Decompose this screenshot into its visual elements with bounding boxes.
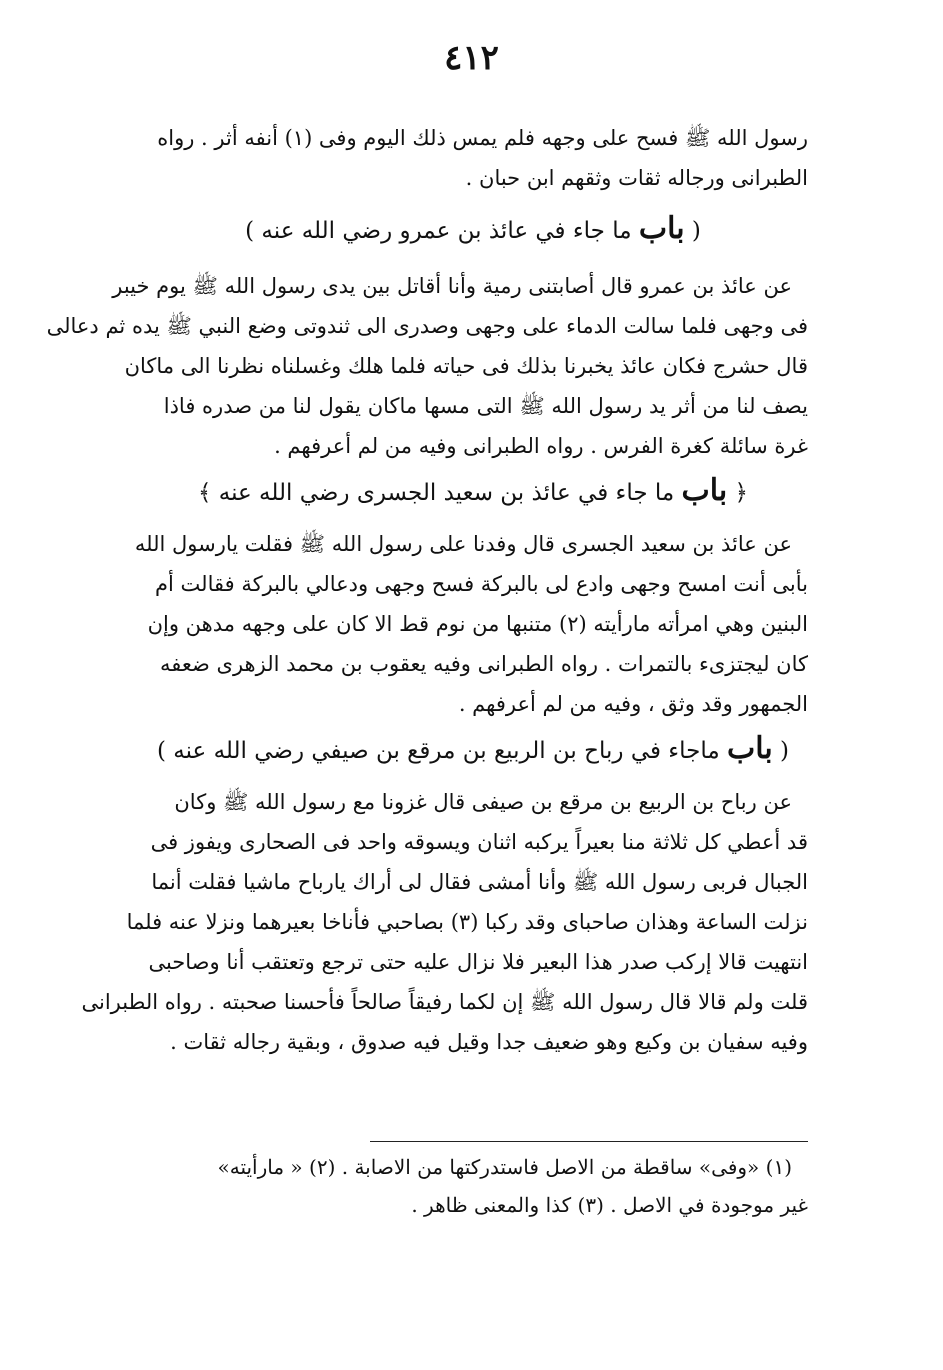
text-line: انتهيت قالا إركب صدر هذا البعير فلا نزال عليه حتى ترجع وتعتقب أنا وصاحبى xyxy=(148,950,808,974)
text-line: نزلت الساعة وهذان صاحباى وقد ركبا (٣) بصاحبي فأناخا بعيرهما ونزلا عنه فلما xyxy=(126,910,808,934)
text-line: يصف لنا من أثر يد رسول الله ﷺ التى مسها ماكان يقول لنا من صدره فاذا xyxy=(163,394,808,418)
heading-open-bracket: ( xyxy=(780,738,790,764)
section-paragraph xyxy=(134,524,808,724)
heading-close-bracket: ) xyxy=(245,218,255,244)
footnote-line: (١) «وفى» ساقطة من الاصل فاستدركتها من الاصابة . (٢) « مارأيته» xyxy=(217,1155,792,1179)
text-line: بأبى أنت امسح وجهى وادع لى بالبركة فسح وجهى ودعالي بالبركة فقالت أم xyxy=(155,572,808,596)
text-line: غرة سائلة كغرة الفرس . رواه الطبرانى وفيه من لم أعرفهم . xyxy=(274,434,808,458)
heading-bab-word: باب xyxy=(638,211,685,246)
heading-open-bracket: ﴿ xyxy=(734,480,749,506)
heading-close-bracket: ) xyxy=(156,738,166,764)
text-line: رسول الله ﷺ فسح على وجهه فلم يمس ذلك اليوم وفى (١) أنفه أثر . رواه xyxy=(157,126,808,150)
page-number: ٤١٢ xyxy=(444,38,499,78)
text-line: فى وجهى فلما سالت الدماء على وجهى وصدرى الى ثندوتى وضع النبي ﷺ يده ثم دعالى xyxy=(46,314,808,338)
text-line: عن عائذ بن سعيد الجسرى قال وفدنا على رسول الله ﷺ فقلت يارسول الله xyxy=(134,532,792,556)
text-line: عن عائذ بن عمرو قال أصابتنى رمية وأنا أقاتل بين يدى رسول الله ﷺ يوم خيبر xyxy=(112,274,792,298)
footnote-line: غير موجودة في الاصل . (٣) كذا والمعنى ظاهر . xyxy=(411,1193,808,1217)
section-heading xyxy=(138,212,808,248)
heading-title: ما جاء في عائذ بن سعيد الجسرى رضي الله عنه xyxy=(218,480,675,506)
section-paragraph xyxy=(81,782,808,1062)
text-line: كان ليجتزىء بالتمرات . رواه الطبرانى وفيه يعقوب بن محمد الزهرى ضعفه xyxy=(160,652,808,676)
text-line: عن رباح بن الربيع بن مرقع بن صيفى قال غزونا مع رسول الله ﷺ وكان xyxy=(174,790,792,814)
section-paragraph xyxy=(46,266,808,466)
text-line: وفيه سفيان بن وكيع وهو ضعيف جدا وقيل فيه صدوق ، وبقية رجاله ثقات . xyxy=(170,1030,808,1054)
main-text xyxy=(46,118,808,1062)
section-heading xyxy=(138,732,808,768)
section-heading xyxy=(138,474,808,510)
heading-close-bracket: ﴾ xyxy=(197,480,212,506)
text-line: قد أعطي كل ثلاثة منا بعيراً يركبه اثنان ويسوقه واحد فى الصحارى ويفوز فى xyxy=(150,830,808,854)
heading-bab-word: باب xyxy=(726,731,773,766)
heading-title: ماجاء في رباح بن الربيع بن مرقع بن صيفي رضي الله عنه xyxy=(173,738,720,764)
text-line: البنين وهي امرأته مارأيته (٢) متنبها من نوم قط الا كان على وجهه مدهن وإن xyxy=(147,612,808,636)
text-line: الجمهور وقد وثق ، وفيه من لم أعرفهم . xyxy=(458,692,808,716)
heading-bab-word: باب xyxy=(681,473,728,508)
text-line: الجبال فربى رسول الله ﷺ وأنا أمشى فقال لى أراك يارباح ماشيا فقلت أنما xyxy=(151,870,808,894)
text-line: الطبرانى ورجاله ثقات وثقهم ابن حبان . xyxy=(465,166,808,190)
footnote-divider xyxy=(370,1141,808,1142)
intro-paragraph xyxy=(138,118,808,198)
text-line: قلت ولم قالا قال رسول الله ﷺ إن لكما رفيقاً صالحاً فأحسنا صحبته . رواه الطبرانى xyxy=(81,990,808,1014)
footnotes xyxy=(138,1148,808,1224)
heading-title: ما جاء في عائذ بن عمرو رضي الله عنه xyxy=(261,218,632,244)
text-line: قال حشرج فكان عائذ يخبرنا بذلك فى حياته فلما هلك وغسلناه نظرنا الى ماكان xyxy=(124,354,808,378)
heading-open-bracket: ( xyxy=(691,218,701,244)
